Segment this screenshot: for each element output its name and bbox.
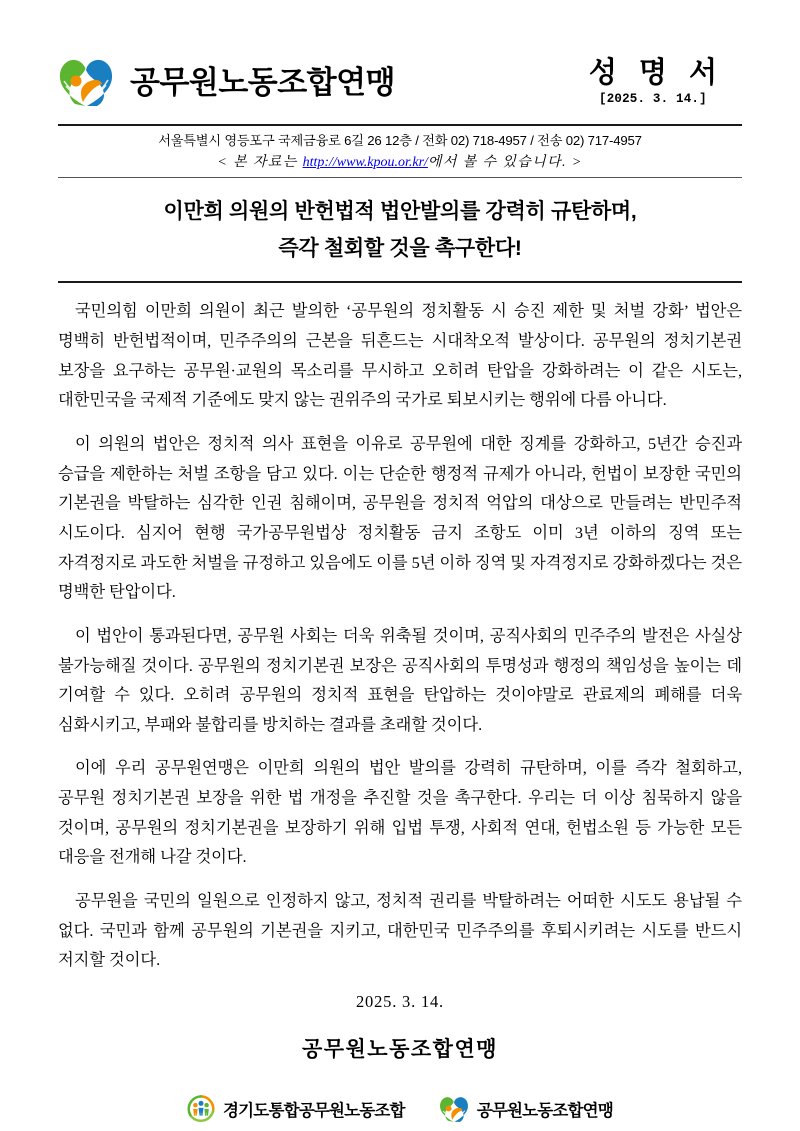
body-paragraph: 국민의힘 이만희 의원이 최근 발의한 ‘공무원의 정치활동 시 승진 제한 및 처벌 강화’ 법안은 명백히 반헌법적이며, 민주주의의 근본을 뒤흔드는 시대착오적 발상이다. 공무원의 정치기본권 보장을 요구하는 공무원·교원의 목소리를 무시하고 오히려 탄압을 강화하려는 이 같은 시도는, 대한민국을 국제적 기준에도 맞지 않는 권위주의 국가로 퇴보시키는 행위에 다름 아니다.: [58, 301, 742, 410]
closing-block: [58, 989, 742, 1063]
document-kind: 성 명 서: [588, 57, 724, 90]
organization-name: 공무원노동조합연맹: [130, 64, 396, 100]
kpou-heart-hands-logo-icon: [439, 1095, 469, 1123]
page-title-line-1: 이만희 의원의 반헌법적 법안발의를 강력히 규탄하며,: [163, 199, 637, 223]
body-paragraph: 공무원을 국민의 일원으로 인정하지 않고, 정치적 권리를 박탈하려는 어떠한 시도도 용납될 수 없다. 국민과 함께 공무원의 기본권을 지키고, 대한민국 민주주의를 후퇴시키려는 시도를 반드시 저지할 것이다.: [58, 891, 742, 970]
masthead-brand: [58, 56, 582, 108]
address-line: 서울특별시 영등포구 국제금융로 6길 26 12층 / 전화 02) 718-4957 / 전송 02) 717-4957: [158, 133, 642, 148]
footer-logo-gyeonggi: [187, 1095, 405, 1123]
closing-organization: 공무원노동조합연맹: [301, 1038, 499, 1062]
gyeonggi-union-circle-logo-icon: [187, 1095, 215, 1123]
masthead: [58, 0, 742, 108]
document-date: [2025. 3. 14.]: [599, 91, 707, 106]
source-suffix: 에서 볼 수 있습니다. >: [427, 154, 583, 170]
document-kind-block: [582, 58, 742, 105]
body-paragraph: 이 의원의 법안은 정치적 의사 표현을 이유로 공무원에 대한 징계를 강화하고, 5년간 승진과 승급을 제한하는 처벌 조항을 담고 있다. 이는 단순한 행정적 규제가 아니라, 헌법이 보장한 국민의 기본권을 박탈하는 심각한 인권 침해이며, 공무원을 정치적 억압의 대상으로 만들려는 반민주적 시도이다. 심지어 현행 국가공무원법상 정치활동 금지 조항도 이미 3년 이하의 징역 또는 자격정지로 과도한 처벌을 규정하고 있음에도 이를 5년 이하 징역 및 자격정지로 강화하겠다는 것은 명백한 탄압이다.: [58, 433, 742, 602]
contact-block: [58, 126, 742, 177]
source-url-link[interactable]: http://www.kpou.or.kr/: [302, 154, 428, 170]
body-paragraph: 이 법안이 통과된다면, 공무원 사회는 더욱 위축될 것이며, 공직사회의 민주주의 발전은 사실상 불가능해질 것이다. 공무원의 정치기본권 보장은 공직사회의 투명성과 행정의 책임성을 높이는 데 기여할 수 있다. 오히려 공무원의 정치적 표현을 탄압하는 것이야말로 관료제의 폐해를 더욱 심화시키고, 부패와 불합리를 방치하는 결과를 초래할 것이다.: [58, 625, 742, 734]
footer-logo-label: 공무원노동조합연맹: [476, 1102, 613, 1121]
closing-date: 2025. 3. 14.: [356, 992, 444, 1012]
source-prefix: < 본 자료는: [217, 154, 303, 170]
footer-logo-label: 경기도통합공무원노동조합: [223, 1102, 405, 1121]
page-title: [58, 178, 742, 282]
footer-logos: [58, 1095, 742, 1123]
statement-body: [58, 283, 742, 975]
footer-logo-kpou: [439, 1095, 613, 1123]
page-title-line-2: 즉각 철회할 것을 촉구한다!: [278, 236, 522, 260]
kpou-heart-hands-logo-icon: [58, 56, 114, 108]
source-line: [58, 152, 742, 173]
body-paragraph: 이에 우리 공무원연맹은 이만희 의원의 법안 발의를 강력히 규탄하며, 이를 즉각 철회하고, 공무원 정치기본권 보장을 위한 법 개정을 추진할 것을 촉구한다. 우리는 더 이상 침묵하지 않을 것이며, 공무원의 정치기본권을 보장하기 위해 입법 투쟁, 사회적 연대, 헌법소원 등 가능한 모든 대응을 전개해 나갈 것이다.: [58, 758, 742, 867]
